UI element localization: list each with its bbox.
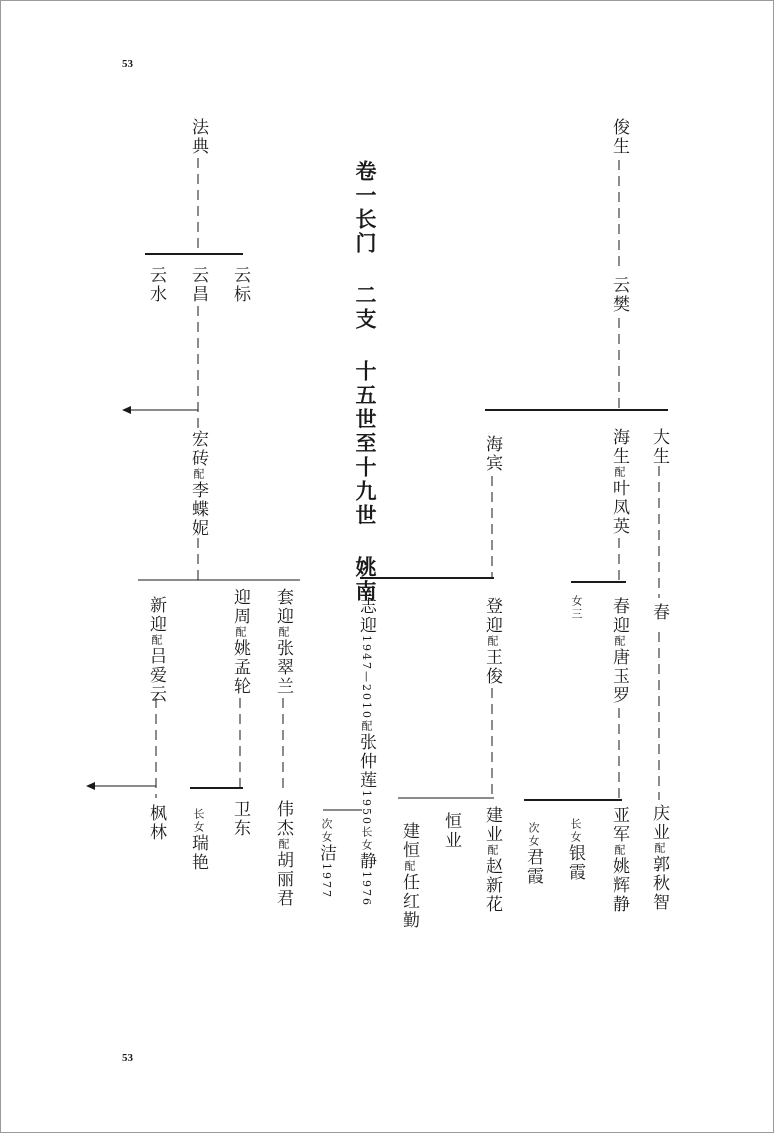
name-qingye: 庆业配郭秋智 xyxy=(649,804,669,912)
name-junxia: 次女君霞 xyxy=(523,822,543,886)
name-weidong: 卫东 xyxy=(230,800,250,838)
name-zhiying: 志迎1947—2010配张仲莲1950 xyxy=(356,597,376,826)
name-jianheng: 建恒配任红勤 xyxy=(399,822,419,930)
name-jianye: 建业配赵新花 xyxy=(482,806,502,914)
page-number-top: 53 xyxy=(122,58,133,70)
name-dasheng: 大生 xyxy=(649,428,669,466)
name-yinxia: 长女银霞 xyxy=(565,818,585,882)
name-yunshui: 云水 xyxy=(146,266,166,304)
name-junsheng: 俊生 xyxy=(609,118,629,156)
name-fenglin: 枫林 xyxy=(146,804,166,842)
name-jie: 次女洁1977 xyxy=(316,818,336,899)
name-taoying: 套迎配张翠兰 xyxy=(273,588,293,696)
name-chun: 春 xyxy=(649,603,669,622)
name-yunfan: 云樊 xyxy=(609,276,629,314)
name-yunchang: 云昌 xyxy=(188,266,208,304)
name-hongzhuan: 宏砖配李蝶妮 xyxy=(188,430,208,538)
name-nvsan: 女三 xyxy=(570,595,583,621)
name-hengye: 恒业 xyxy=(441,812,461,850)
name-jing: 长女静1976 xyxy=(356,826,376,907)
name-ruiyan: 长女瑞艳 xyxy=(188,808,208,872)
name-chunying: 春迎配唐玉罗 xyxy=(609,597,629,705)
name-fadian: 法典 xyxy=(188,118,208,156)
name-weijie: 伟杰配胡丽君 xyxy=(273,800,293,908)
name-yajun: 亚军配姚辉静 xyxy=(609,806,629,914)
name-yingzhou: 迎周配姚孟轮 xyxy=(230,588,250,696)
name-xinying: 新迎配吕爱云 xyxy=(146,596,166,704)
name-dengying: 登迎配王俊 xyxy=(482,597,502,686)
page-number-bottom: 53 xyxy=(122,1052,133,1064)
name-haibin: 海宾 xyxy=(482,435,502,473)
name-yunbiao: 云标 xyxy=(230,266,250,304)
name-haisheng: 海生配叶凤英 xyxy=(609,428,629,536)
page-title: 卷一长门 二支 十五世至十九世 姚南 xyxy=(353,160,378,604)
